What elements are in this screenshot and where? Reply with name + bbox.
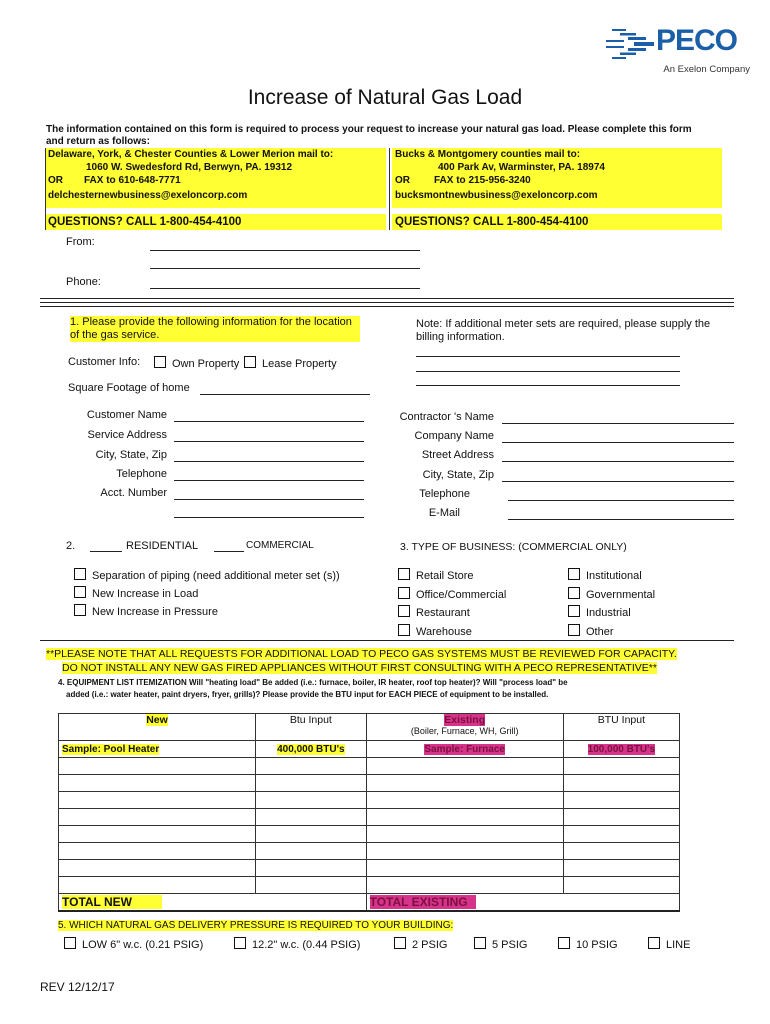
section-rule-2 <box>40 306 734 307</box>
sample-existing-text: Sample: Furnace <box>424 743 505 755</box>
header-existing-sub: (Boiler, Furnace, WH, Grill) <box>410 726 519 736</box>
institutional-label: Institutional <box>586 570 642 582</box>
contractor-name-line[interactable] <box>502 423 734 424</box>
section1-heading: 1. Please provide the following information for the location of the gas service. <box>70 316 360 342</box>
separation-piping-label: Separation of piping (need additional meter set (s)) <box>92 570 340 582</box>
acct-number-label: Acct. Number <box>100 487 167 499</box>
customer-name-label: Customer Name <box>86 409 167 421</box>
left-contact-box <box>46 148 386 208</box>
table-row[interactable] <box>59 809 680 826</box>
header-new-text: New <box>146 714 168 726</box>
left-contact-line2: 1060 W. Swedesford Rd, Berwyn, PA. 19312 <box>86 162 293 173</box>
street-address-line[interactable] <box>502 461 734 462</box>
contractor-city-label: City, State, Zip <box>422 469 494 481</box>
office-commercial-label: Office/Commercial <box>416 589 507 601</box>
section2-number: 2. <box>66 540 76 552</box>
new-increase-pressure-checkbox[interactable] <box>74 604 218 618</box>
phone-line[interactable] <box>150 288 420 289</box>
new-increase-load-label: New Increase in Load <box>92 588 199 600</box>
table-total-row <box>59 894 680 911</box>
right-contact-line1: Bucks & Montgomery counties mail to: <box>395 149 581 160</box>
left-questions: QUESTIONS? CALL 1-800-454-4100 <box>46 214 386 230</box>
section1-note: Note: If additional meter sets are required, please supply the billing information. <box>416 318 711 343</box>
telephone-line[interactable] <box>174 480 364 481</box>
sample-new[interactable] <box>59 741 256 758</box>
acct-number-line-2[interactable] <box>174 517 364 518</box>
sqft-line[interactable] <box>200 394 370 395</box>
commercial-label: COMMERCIAL <box>246 540 314 551</box>
table-row[interactable] <box>59 877 680 894</box>
own-property-label: Own Property <box>172 358 240 370</box>
sample-btu2[interactable] <box>563 741 679 758</box>
total-existing[interactable] <box>366 894 679 911</box>
pressure-low-checkbox[interactable] <box>64 937 203 951</box>
warning-rule <box>40 640 734 641</box>
billing-line-1[interactable] <box>416 356 680 357</box>
lease-property-label: Lease Property <box>262 358 337 370</box>
sample-btu2-text: 100,000 BTU's <box>587 743 656 755</box>
warehouse-checkbox[interactable] <box>398 624 472 638</box>
residential-label: RESIDENTIAL <box>126 540 199 552</box>
peco-logo <box>600 22 750 75</box>
table-row[interactable] <box>59 860 680 877</box>
customer-info-label: Customer Info: <box>68 356 141 368</box>
governmental-checkbox[interactable] <box>568 587 655 601</box>
pressure-2psig-label: 2 PSIG <box>412 939 448 951</box>
header-btu2: BTU Input <box>563 714 679 741</box>
pressure-5psig-label: 5 PSIG <box>492 939 528 951</box>
intro-text: The information contained on this form is required to process your request to increase your natural gas load. Please complete this form and return as follows: <box>46 124 692 147</box>
total-existing-text: TOTAL EXISTING <box>370 895 476 909</box>
warning-line-2: DO NOT INSTALL ANY NEW GAS FIRED APPLIANCES WITHOUT FIRST CONSULTING WITH A PECO REPRESENTATIVE** <box>62 662 657 674</box>
new-increase-pressure-label: New Increase in Pressure <box>92 606 218 618</box>
equipment-table <box>58 713 680 911</box>
billing-line-2[interactable] <box>416 371 680 372</box>
retail-store-checkbox[interactable] <box>398 568 473 582</box>
city-state-zip-label: City, State, Zip <box>95 449 167 461</box>
right-contact-or: OR <box>395 175 410 186</box>
box-divider <box>389 148 390 230</box>
lease-property-checkbox[interactable] <box>244 356 337 370</box>
form-title: Increase of Natural Gas Load <box>247 86 523 109</box>
restaurant-checkbox[interactable] <box>398 605 470 619</box>
commercial-line[interactable] <box>214 551 244 552</box>
section-rule <box>40 298 734 303</box>
billing-line-3[interactable] <box>416 385 680 386</box>
pressure-12-checkbox[interactable] <box>234 937 360 951</box>
retail-store-label: Retail Store <box>416 570 474 582</box>
phone-label: Phone: <box>66 276 101 288</box>
contractor-telephone-label: Telephone <box>419 488 470 500</box>
header-btu: Btu Input <box>256 714 367 741</box>
pressure-low-label: LOW 6" w.c. (0.21 PSIG) <box>82 939 204 951</box>
contractor-city-line[interactable] <box>502 481 734 482</box>
right-contact-line2: 400 Park Av, Warminster, PA. 18974 <box>438 162 605 173</box>
sample-existing[interactable] <box>366 741 563 758</box>
table-row[interactable] <box>59 792 680 809</box>
contractor-telephone-line[interactable] <box>508 500 734 501</box>
institutional-checkbox[interactable] <box>568 568 642 582</box>
table-row[interactable] <box>59 826 680 843</box>
pressure-10psig-checkbox[interactable] <box>558 937 618 951</box>
residential-line[interactable] <box>90 551 122 552</box>
service-address-label: Service Address <box>87 429 167 441</box>
pressure-line-label: LINE <box>666 939 691 951</box>
industrial-label: Industrial <box>586 607 631 619</box>
brand-tagline: An Exelon Company <box>663 64 750 75</box>
industrial-checkbox[interactable] <box>568 605 631 619</box>
governmental-label: Governmental <box>586 589 656 601</box>
from-line-2[interactable] <box>150 268 420 269</box>
left-contact-fax: FAX to 610-648-7771 <box>84 175 181 186</box>
other-label: Other <box>586 626 614 638</box>
right-questions: QUESTIONS? CALL 1-800-454-4100 <box>392 214 722 230</box>
new-increase-load-checkbox[interactable] <box>74 586 198 600</box>
company-name-label: Company Name <box>414 430 494 442</box>
total-new[interactable] <box>59 894 367 911</box>
right-contact-email[interactable]: bucksmontnewbusiness@exeloncorp.com <box>395 190 598 201</box>
pressure-line-checkbox[interactable] <box>648 937 690 951</box>
pressure-10psig-label: 10 PSIG <box>576 939 618 951</box>
warehouse-label: Warehouse <box>416 626 472 638</box>
pressure-12-label: 12.2" w.c. (0.44 PSIG) <box>252 939 361 951</box>
left-contact-or: OR <box>48 175 63 186</box>
box-left-edge <box>45 148 46 230</box>
from-label: From: <box>66 236 95 248</box>
acct-number-line[interactable] <box>174 499 364 500</box>
right-contact-box <box>392 148 722 208</box>
service-address-line[interactable] <box>174 441 364 442</box>
warning-line-1: **PLEASE NOTE THAT ALL REQUESTS FOR ADDITIONAL LOAD TO PECO GAS SYSTEMS MUST BE REVIEWED FOR CAPACITY. <box>46 648 677 660</box>
street-address-label: Street Address <box>421 449 494 461</box>
section3-heading: 3. TYPE OF BUSINESS: (COMMERCIAL ONLY) <box>400 541 627 553</box>
pressure-2psig-checkbox[interactable] <box>394 937 447 951</box>
contractor-name-label: Contractor 's Name <box>399 411 494 423</box>
separation-piping-checkbox[interactable] <box>74 568 340 582</box>
sqft-label: Square Footage of home <box>68 382 190 394</box>
total-new-text: TOTAL NEW <box>62 895 162 909</box>
office-commercial-checkbox[interactable] <box>398 587 506 601</box>
header-new <box>59 714 256 741</box>
section4-line-1: 4. EQUIPMENT LIST ITEMIZATION Will "heating load" Be added (i.e.: furnace, boiler, IR heater, roof top heater)? Will "process load" be <box>58 678 568 687</box>
other-checkbox[interactable] <box>568 624 614 638</box>
telephone-label: Telephone <box>116 468 167 480</box>
sample-btu[interactable] <box>256 741 367 758</box>
header-existing-text: Existing <box>444 714 486 726</box>
city-state-zip-line[interactable] <box>174 461 364 462</box>
from-line-1[interactable] <box>150 250 420 251</box>
table-row[interactable] <box>59 843 680 860</box>
table-row[interactable] <box>59 775 680 792</box>
pressure-5psig-checkbox[interactable] <box>474 937 527 951</box>
left-contact-email[interactable]: delchesternewbusiness@exeloncorp.com <box>48 190 248 201</box>
peco-star-icon <box>600 26 656 62</box>
right-contact-fax: FAX to 215-956-3240 <box>434 175 531 186</box>
bottom-rule <box>58 910 680 912</box>
email-label: E-Mail <box>428 507 460 519</box>
table-header-row <box>59 714 680 741</box>
sample-new-text: Sample: Pool Heater <box>62 743 160 755</box>
header-existing <box>366 714 563 741</box>
table-sample-row <box>59 741 680 758</box>
revision-label: REV 12/12/17 <box>40 980 115 994</box>
email-line[interactable] <box>508 519 734 520</box>
restaurant-label: Restaurant <box>416 607 470 619</box>
left-contact-line1: Delaware, York, & Chester Counties & Lower Merion mail to: <box>48 149 334 160</box>
company-name-line[interactable] <box>502 442 734 443</box>
own-property-checkbox[interactable] <box>154 356 239 370</box>
brand-name: PECO <box>656 24 738 57</box>
sample-btu-text: 400,000 BTU's <box>277 743 345 755</box>
table-row[interactable] <box>59 758 680 775</box>
section5-heading: 5. WHICH NATURAL GAS DELIVERY PRESSURE IS REQUIRED TO YOUR BUILDING: <box>58 920 454 931</box>
section4-line-2: added (i.e.: water heater, paint dryers, fryer, grills)? Please provide the BTU input for EACH PIECE of equipment to be installed. <box>66 690 549 699</box>
customer-name-line[interactable] <box>174 421 364 422</box>
